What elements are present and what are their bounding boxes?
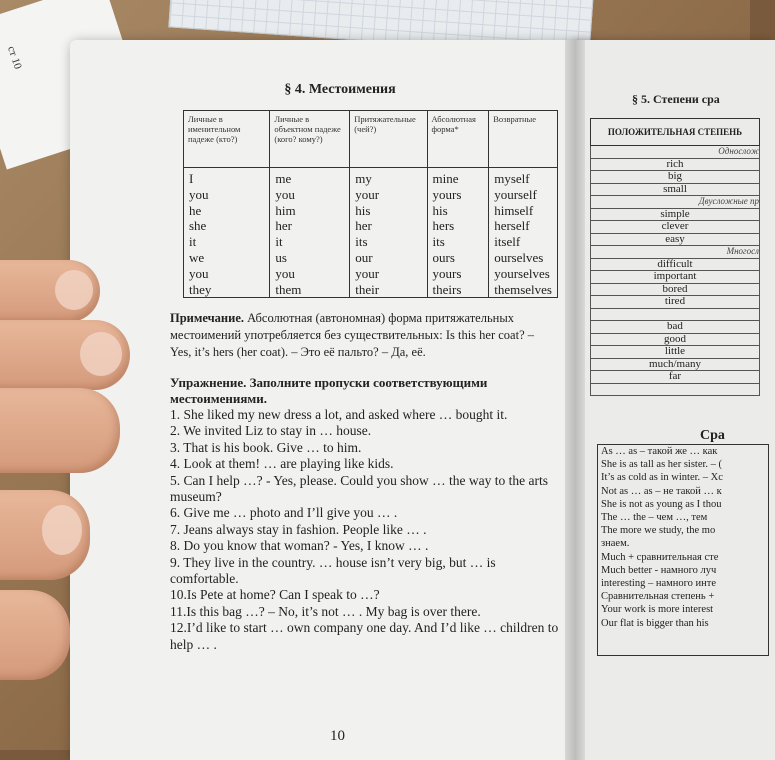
pronoun-cell: himself bbox=[489, 203, 558, 219]
pronoun-cell: her bbox=[270, 218, 350, 234]
degrees-cell: much/many bbox=[591, 358, 760, 371]
pronoun-row bbox=[184, 234, 558, 250]
pronoun-cell: you bbox=[184, 266, 270, 282]
degrees-cell bbox=[591, 308, 760, 321]
pronoun-row bbox=[184, 168, 558, 187]
pronoun-cell: yours bbox=[427, 266, 489, 282]
comparison-line: Much + сравнительная сте bbox=[601, 551, 719, 563]
pronoun-cell: our bbox=[350, 250, 427, 266]
pronoun-row bbox=[184, 250, 558, 266]
pronoun-header-2: Притяжательные (чей?) bbox=[350, 111, 427, 168]
degrees-cell: clever bbox=[591, 221, 760, 234]
pronoun-cell: your bbox=[350, 187, 427, 203]
degrees-table-header: ПОЛОЖИТЕЛЬНАЯ СТЕПЕНЬ bbox=[591, 119, 760, 146]
comparison-line: She is not as young as I thou bbox=[601, 498, 722, 510]
degrees-cell: important bbox=[591, 271, 760, 284]
exercise-item: 12.I’d like to start … own company one day. And I’d like … children to help … . bbox=[170, 620, 559, 652]
pronoun-cell: mine bbox=[427, 168, 489, 187]
book-gutter bbox=[565, 40, 585, 760]
pronoun-cell: ourselves bbox=[489, 250, 558, 266]
section-title: § 4. Местоимения bbox=[284, 82, 396, 97]
pronoun-cell: yours bbox=[427, 187, 489, 203]
comparison-line: The … the – чем …, тем bbox=[601, 512, 708, 524]
comparison-line: interesting – намного инте bbox=[601, 578, 717, 590]
right-subtitle: Сра bbox=[700, 428, 725, 443]
pronoun-cell: me bbox=[270, 168, 350, 187]
exercise-item: 5. Can I help …? - Yes, please. Could you show … the way to the arts museum? bbox=[170, 472, 548, 505]
degrees-cell: big bbox=[591, 171, 760, 184]
pronoun-cell: he bbox=[184, 203, 270, 219]
comparison-line: It’s as cold as in winter. – Xc bbox=[601, 472, 723, 484]
exercise-item: 4. Look at them! … are playing like kids. bbox=[170, 456, 394, 472]
exercise-item: 8. Do you know that woman? - Yes, I know … . bbox=[170, 538, 429, 554]
pronoun-cell: his bbox=[350, 203, 427, 219]
pronoun-cell: theirs bbox=[427, 282, 489, 298]
degrees-cell: good bbox=[591, 333, 760, 346]
pronoun-header-1: Личные в объектном падеже (кого? кому?) bbox=[270, 111, 350, 168]
pronoun-cell: its bbox=[427, 234, 489, 250]
pronoun-table bbox=[183, 110, 558, 298]
degrees-cell: simple bbox=[591, 208, 760, 221]
pronoun-cell: his bbox=[427, 203, 489, 219]
pronoun-cell: you bbox=[270, 187, 350, 203]
exercise-title: Упражнение. Заполните пропуски соответствующими местоимениями. bbox=[170, 375, 488, 406]
degrees-cell: small bbox=[591, 183, 760, 196]
pronoun-cell: they bbox=[184, 282, 270, 298]
degrees-cell: tired bbox=[591, 296, 760, 309]
pronoun-cell: she bbox=[184, 218, 270, 234]
pronoun-cell: your bbox=[350, 266, 427, 282]
pronoun-cell: my bbox=[350, 168, 427, 187]
degrees-cell: far bbox=[591, 371, 760, 384]
comparison-line: Your work is more interest bbox=[601, 604, 714, 616]
pronoun-cell: itself bbox=[489, 234, 558, 250]
exercise-item: 9. They live in the country. … house isn’t very big, but … is comfortable. bbox=[170, 554, 496, 587]
pronoun-cell: her bbox=[350, 218, 427, 234]
exercise-item: 11.Is this bag …? – No, it’s not … . My bag is over there. bbox=[170, 603, 481, 619]
degrees-cell: Двусложные пр bbox=[591, 196, 760, 209]
degrees-cell: little bbox=[591, 346, 760, 359]
pronoun-cell: them bbox=[270, 282, 350, 298]
exercise-item: 1. She liked my new dress a lot, and asked where … bought it. bbox=[170, 407, 508, 422]
pronoun-row bbox=[184, 266, 558, 282]
exercise-item: 6. Give me … photo and I’ll give you … . bbox=[170, 505, 398, 521]
degrees-cell bbox=[591, 383, 760, 396]
note-text: Абсолютная (автономная) форма притяжательных местоимений употребляется без существительных: Is this her coat? – Yes, it’s hers (her coat). – Это её пальто? – Да, её. bbox=[170, 311, 534, 359]
pronoun-cell: ours bbox=[427, 250, 489, 266]
exercise-item: 7. Jeans always stay in fashion. People like … . bbox=[170, 521, 427, 537]
pronoun-header-4: Возвратные bbox=[489, 111, 558, 168]
pronoun-cell: herself bbox=[489, 218, 558, 234]
pronoun-row bbox=[184, 218, 558, 234]
exercise-list bbox=[170, 407, 560, 653]
pronoun-cell: themselves bbox=[489, 282, 558, 298]
pronoun-cell: its bbox=[350, 234, 427, 250]
page-number: 10 bbox=[330, 728, 345, 744]
pronoun-cell: you bbox=[270, 266, 350, 282]
degrees-cell: rich bbox=[591, 158, 760, 171]
pronoun-cell: their bbox=[350, 282, 427, 298]
pronoun-row bbox=[184, 203, 558, 219]
hand bbox=[0, 260, 160, 680]
pronoun-cell: myself bbox=[489, 168, 558, 187]
degrees-cell: bored bbox=[591, 283, 760, 296]
pronoun-cell: hers bbox=[427, 218, 489, 234]
comparison-line: Our flat is bigger than his bbox=[601, 617, 709, 629]
right-section-title: § 5. Степени сра bbox=[632, 92, 720, 106]
comparison-line: The more we study, the mo bbox=[601, 525, 716, 537]
pronoun-cell: you bbox=[184, 187, 270, 203]
note-paragraph bbox=[170, 310, 550, 361]
exercise-item: 3. That is his book. Give … to him. bbox=[170, 439, 362, 455]
degrees-cell: Многосл bbox=[591, 246, 760, 259]
degrees-table bbox=[590, 118, 760, 396]
degrees-cell: Однослож bbox=[591, 146, 760, 159]
degrees-cell: difficult bbox=[591, 258, 760, 271]
pronoun-header-3: Абсолютная форма* bbox=[427, 111, 489, 168]
loose-paper-text: ст 10 bbox=[5, 44, 24, 71]
comparison-box bbox=[597, 444, 769, 656]
note-label: Примечание. bbox=[170, 311, 245, 325]
pronoun-cell: we bbox=[184, 250, 270, 266]
comparison-line: Not as … as – не такой … к bbox=[601, 485, 722, 497]
pronoun-cell: it bbox=[184, 234, 270, 250]
degrees-cell: easy bbox=[591, 233, 760, 246]
pronoun-cell: yourself bbox=[489, 187, 558, 203]
comparison-line: She is as tall as her sister. – ( bbox=[601, 459, 723, 471]
pronoun-row bbox=[184, 187, 558, 203]
exercise-item: 2. We invited Liz to stay in … house. bbox=[170, 423, 372, 439]
pronoun-header-0: Личные в именительном падеже (кто?) bbox=[184, 111, 270, 168]
pronoun-cell: us bbox=[270, 250, 350, 266]
comparison-line: As … as – такой же … как bbox=[601, 446, 718, 457]
degrees-cell: bad bbox=[591, 321, 760, 334]
comparison-line: Much better - намного луч bbox=[601, 564, 717, 576]
pronoun-cell: him bbox=[270, 203, 350, 219]
pronoun-cell: it bbox=[270, 234, 350, 250]
comparison-line: Сравнительная степень + bbox=[601, 591, 715, 603]
pronoun-cell: I bbox=[184, 168, 270, 187]
comparison-line: знаем. bbox=[601, 538, 630, 550]
pronoun-cell: yourselves bbox=[489, 266, 558, 282]
pronoun-row bbox=[184, 282, 558, 298]
exercise-item: 10.Is Pete at home? Can I speak to …? bbox=[170, 587, 380, 603]
